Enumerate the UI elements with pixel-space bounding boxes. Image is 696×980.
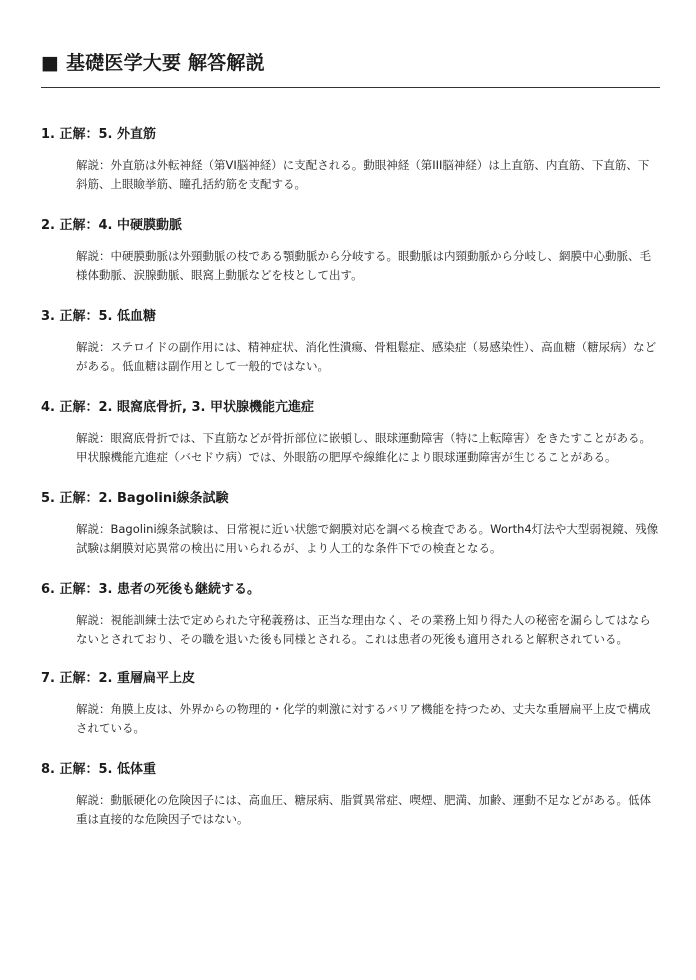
answer-list — [41, 126, 660, 828]
answer-item-2 — [41, 217, 660, 284]
answer-explanation: 解説：中硬膜動脈は外頸動脈の枝である顎動脈から分岐する。眼動脈は内頸動脈から分岐し、網膜中心動脈、毛様体動脈、涙腺動脈、眼窩上動脈などを枝として出す。 — [76, 249, 651, 282]
answer-item-7 — [41, 670, 660, 737]
answer-explanation: 解説：Bagolini線条試験は、日常視に近い状態で網膜対応を調べる検査である。Worth4灯法や大型弱視鏡、残像試験は網膜対応異常の検出に用いられるが、より人工的な条件下での検査となる。 — [76, 522, 659, 555]
answer-explanation: 解説：外直筋は外転神経（第VI脳神経）に支配される。動眼神経（第III脳神経）は上直筋、内直筋、下直筋、下斜筋、上眼瞼挙筋、瞳孔括約筋を支配する。 — [76, 158, 650, 191]
answer-heading: 4. 正解：2. 眼窩底骨折, 3. 甲状腺機能亢進症 — [41, 400, 314, 415]
page-title: ■ 基礎医学大要 解答解説 — [41, 52, 265, 74]
answer-explanation: 解説：眼窩底骨折では、下直筋などが骨折部位に嵌頓し、眼球運動障害（特に上転障害）をきたすことがある。甲状腺機能亢進症（バセドウ病）では、外眼筋の肥厚や線維化により眼球運動障害が生じることがある。 — [76, 431, 651, 464]
answer-item-6 — [41, 581, 660, 648]
answer-heading: 2. 正解：4. 中硬膜動脈 — [41, 218, 183, 233]
answer-explanation: 解説：動脈硬化の危険因子には、高血圧、糖尿病、脂質異常症、喫煙、肥満、加齢、運動不足などがある。低体重は直接的な危険因子ではない。 — [76, 793, 651, 826]
answer-item-8 — [41, 761, 660, 828]
answer-item-3 — [41, 308, 660, 375]
answer-heading: 7. 正解：2. 重層扁平上皮 — [41, 671, 196, 686]
title-divider — [41, 87, 660, 88]
answer-heading: 5. 正解：2. Bagolini線条試験 — [41, 491, 229, 506]
answer-heading: 8. 正解：5. 低体重 — [41, 762, 157, 777]
answer-heading: 1. 正解：5. 外直筋 — [41, 127, 157, 142]
answer-heading: 6. 正解：3. 患者の死後も継続する。 — [41, 582, 261, 597]
answer-explanation: 解説：視能訓練士法で定められた守秘義務は、正当な理由なく、その業務上知り得た人の秘密を漏らしてはならないとされており、その職を退いた後も同様とされる。これは患者の死後も適用されると解釈されている。 — [76, 613, 651, 646]
answer-explanation: 解説：ステロイドの副作用には、精神症状、消化性潰瘍、骨粗鬆症、感染症（易感染性）、高血糖（糖尿病）などがある。低血糖は副作用として一般的ではない。 — [76, 340, 657, 373]
answer-item-1 — [41, 126, 660, 193]
answer-item-5 — [41, 490, 660, 557]
answer-heading: 3. 正解：5. 低血糖 — [41, 309, 157, 324]
answer-explanation: 解説：角膜上皮は、外界からの物理的・化学的刺激に対するバリア機能を持つため、丈夫な重層扁平上皮で構成されている。 — [76, 702, 651, 735]
answer-item-4 — [41, 399, 660, 466]
